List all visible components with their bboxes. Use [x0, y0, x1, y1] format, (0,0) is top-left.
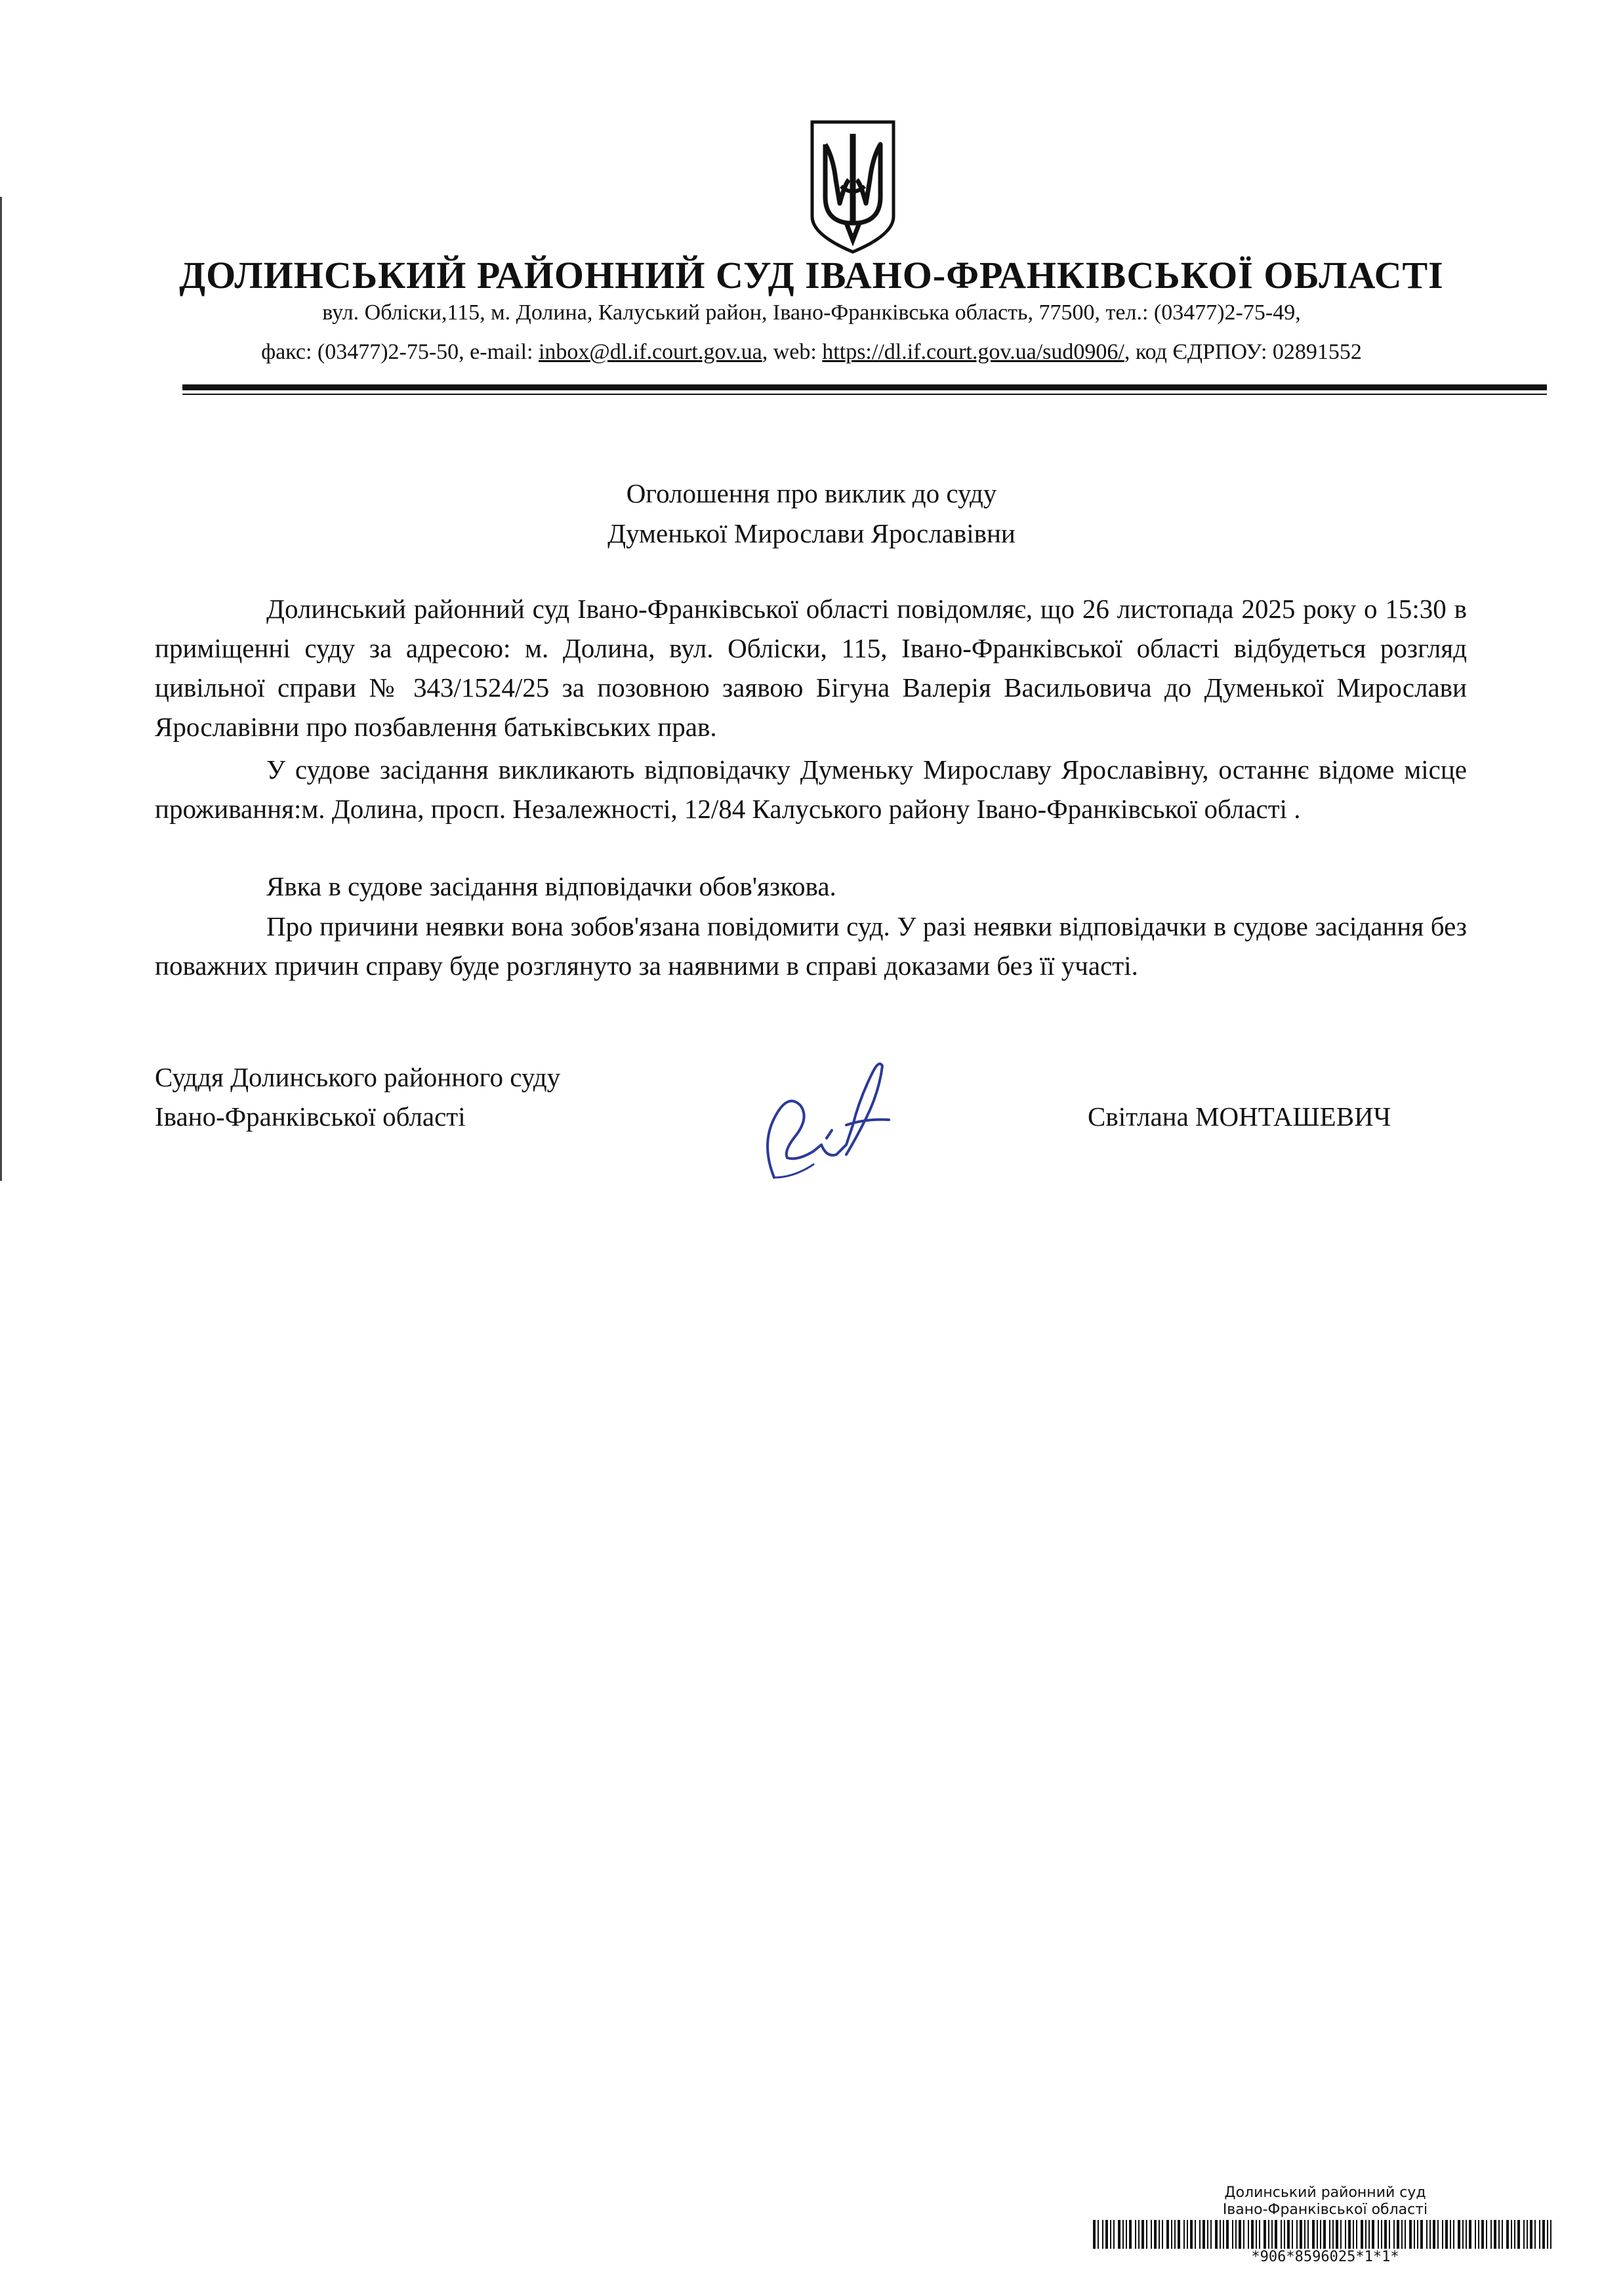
barcode-bar	[1534, 2220, 1536, 2249]
barcode-bar	[1389, 2220, 1390, 2249]
stamp-court-name: Долинський районний суд	[1224, 2184, 1426, 2201]
barcode-bar	[1287, 2220, 1290, 2249]
barcode-bar	[1506, 2220, 1509, 2249]
court-name: ДОЛИНСЬКИЙ РАЙОННИЙ СУД ІВАНО-ФРАНКІВСЬКОЇ ОБЛАСТІ	[179, 254, 1444, 297]
barcode-bar	[1511, 2220, 1512, 2249]
barcode-bar	[1098, 2220, 1099, 2249]
body-paragraph: Явка в судове засідання відповідачки обов'язкова.	[266, 871, 836, 901]
court-address: вул. Обліски,115, м. Долина, Калуський район, Івано-Франківська область, 77500, тел.: (03477)2-75-49,	[322, 300, 1301, 325]
edrpou-text: , код ЄДРПОУ: 02891552	[1124, 340, 1362, 364]
judge-name: Світлана МОНТАШЕВИЧ	[1088, 1101, 1391, 1132]
barcode-bar	[1348, 2220, 1351, 2249]
barcode-bar	[1284, 2220, 1285, 2249]
barcode-bar	[1232, 2220, 1233, 2249]
barcode-bar	[1550, 2220, 1551, 2249]
barcode-bar	[1199, 2220, 1201, 2249]
barcode-bar	[1251, 2220, 1254, 2249]
barcode-bar	[1466, 2220, 1467, 2249]
barcode-bar	[1523, 2220, 1525, 2249]
barcode-bar	[1433, 2220, 1435, 2249]
barcode-bar	[1381, 2220, 1382, 2249]
barcode-bar	[1207, 2220, 1208, 2249]
barcode-bar	[1281, 2220, 1282, 2249]
barcode-bar	[1138, 2220, 1140, 2249]
barcode-bar	[1118, 2220, 1120, 2249]
barcode-bar	[1397, 2220, 1399, 2249]
barcode-bar	[1340, 2220, 1342, 2249]
email-link[interactable]: inbox@dl.if.court.gov.ua	[538, 340, 762, 364]
barcode-bar	[1409, 2220, 1412, 2249]
barcode-bar	[1437, 2220, 1439, 2249]
barcode-bar	[1226, 2220, 1229, 2249]
barcode-bar	[1202, 2220, 1205, 2249]
barcode-bar	[1365, 2220, 1366, 2249]
barcode-bar	[1420, 2220, 1423, 2249]
barcode-bar	[1517, 2220, 1520, 2249]
barcode-bar	[1320, 2220, 1321, 2249]
barcode-bar	[1146, 2220, 1147, 2249]
notice-subject: Думенької Мирослави Ярославівни	[607, 518, 1016, 548]
barcode-bar	[1486, 2220, 1487, 2249]
barcode-bar	[1378, 2220, 1379, 2249]
barcode-bar	[1414, 2220, 1415, 2249]
barcode-bar	[1469, 2220, 1471, 2249]
barcode-bar	[1105, 2220, 1108, 2249]
barcode-bar	[1159, 2220, 1160, 2249]
barcode-bar	[1372, 2220, 1374, 2249]
barcode-bar	[1514, 2220, 1515, 2249]
barcode-bar	[1239, 2220, 1241, 2249]
barcode-bar	[1126, 2220, 1127, 2249]
barcode-bar	[1171, 2220, 1172, 2249]
notice-title: Оголошення про виклик до суду	[626, 478, 997, 508]
court-contacts	[0, 340, 1623, 365]
barcode-bar	[1445, 2220, 1448, 2249]
barcode-bar	[1426, 2220, 1428, 2249]
fax-text: факс: (03477)2-75-50, e-mail:	[261, 340, 539, 364]
handwritten-signature-icon	[748, 1046, 912, 1191]
barcode-bar	[1259, 2220, 1260, 2249]
barcode-bar	[1248, 2220, 1249, 2249]
barcode-bar	[1353, 2220, 1354, 2249]
barcode-bar	[1405, 2220, 1406, 2249]
barcode-bar	[1300, 2220, 1302, 2249]
barcode-bar	[1187, 2220, 1188, 2249]
barcode-bar	[1502, 2220, 1503, 2249]
barcode-bar	[1210, 2220, 1212, 2249]
barcode-bar	[1292, 2220, 1293, 2249]
barcode-bar	[1401, 2220, 1403, 2249]
barcode-bar	[1450, 2220, 1451, 2249]
barcode-bar	[1215, 2220, 1218, 2249]
barcode-bar	[1332, 2220, 1334, 2249]
barcode-bar	[1178, 2220, 1180, 2249]
barcode-bar	[1166, 2220, 1169, 2249]
barcode-bar	[1429, 2220, 1431, 2249]
barcode-bar	[1345, 2220, 1346, 2249]
barcode-bar	[1336, 2220, 1338, 2249]
barcode-bar	[1162, 2220, 1163, 2249]
barcode-bar	[1462, 2220, 1464, 2249]
barcode-bar	[1527, 2220, 1528, 2249]
barcode-bar	[1093, 2220, 1096, 2249]
barcode-number: *906*8596025*1*1*	[1251, 2249, 1399, 2265]
barcode-bar	[1530, 2220, 1532, 2249]
barcode-bar	[1417, 2220, 1418, 2249]
web-label: , web:	[762, 340, 823, 364]
stamp-court-region: Івано-Франківської області	[1222, 2202, 1428, 2218]
barcode-bar	[1317, 2220, 1318, 2249]
judge-region: Івано-Франківської області	[155, 1101, 466, 1132]
barcode-bar	[1490, 2220, 1492, 2249]
barcode-bar	[1393, 2220, 1395, 2249]
barcode-bar	[1542, 2220, 1545, 2249]
barcode-bar	[1307, 2220, 1309, 2249]
barcode-bar	[1329, 2220, 1330, 2249]
barcode-bar	[1312, 2220, 1315, 2249]
barcode-bar	[1141, 2220, 1144, 2249]
header-divider-thin	[182, 394, 1547, 395]
barcode-bar	[1356, 2220, 1357, 2249]
barcode-bar	[1174, 2220, 1176, 2249]
barcode-bar	[1478, 2220, 1479, 2249]
barcode-bar	[1110, 2220, 1111, 2249]
barcode-bar	[1195, 2220, 1196, 2249]
barcode-bar	[1235, 2220, 1237, 2249]
barcode-bar	[1539, 2220, 1540, 2249]
barcode-bar	[1271, 2220, 1273, 2249]
barcode-bar	[1475, 2220, 1476, 2249]
barcode-bar	[1151, 2220, 1152, 2249]
barcode-bar	[1547, 2220, 1548, 2249]
body-paragraph: Долинський районний суд Івано-Франківської області повідомляє, що 26 листопада 2025 року о 15:30 в приміщенні суду за адресою: м. Долина, вул. Обліски, 115, Івано-Франківської області відбудеться розгляд цивільної справи № 343/1524/25 за позовною заявою Бігуна Валерія Васильовича до Думенької Мирослави Ярославівни про позбавлення батьківських прав.	[155, 594, 1467, 742]
barcode-bar	[1223, 2220, 1224, 2249]
barcode-bar	[1498, 2220, 1500, 2249]
barcode-bar	[1129, 2220, 1132, 2249]
barcode-bar	[1102, 2220, 1103, 2249]
web-link[interactable]: https://dl.if.court.gov.ua/sud0906/	[822, 340, 1124, 364]
barcode-bar	[1268, 2220, 1269, 2249]
body-paragraph: Про причини неявки вона зобов'язана повідомити суд. У разі неявки відповідачки в судове засідання без поважних причин справу буде розглянуто за наявними в справі доказами без її участі.	[155, 911, 1467, 981]
barcode-bar	[1113, 2220, 1115, 2249]
barcode-bar	[1368, 2220, 1370, 2249]
barcode-bar	[1384, 2220, 1387, 2249]
barcode-bar	[1361, 2220, 1363, 2249]
barcode-bar	[1453, 2220, 1454, 2249]
barcode-bar	[1275, 2220, 1277, 2249]
barcode-bar	[1481, 2220, 1484, 2249]
header-divider-thick	[182, 384, 1547, 390]
barcode-bar	[1190, 2220, 1193, 2249]
barcode-bar	[1183, 2220, 1185, 2249]
barcode-bar	[1323, 2220, 1326, 2249]
barcode-bar	[1154, 2220, 1157, 2249]
barcode-icon	[1093, 2220, 1552, 2249]
barcode-bar	[1122, 2220, 1124, 2249]
barcode-bar	[1135, 2220, 1136, 2249]
barcode-bar	[1296, 2220, 1298, 2249]
barcode-bar	[1304, 2220, 1305, 2249]
barcode-bar	[1458, 2220, 1460, 2249]
barcode-bar	[1220, 2220, 1221, 2249]
barcode-bar	[1494, 2220, 1496, 2249]
barcode-bar	[1263, 2220, 1266, 2249]
barcode-bar	[1256, 2220, 1257, 2249]
tryzub-coat-of-arms-icon	[807, 118, 899, 256]
body-paragraph: У судове засідання викликають відповідачку Думеньку Мирославу Ярославівну, останнє відоме місце проживання:м. Долина, просп. Незалежності, 12/84 Калуського району Івано-Франківської області .	[155, 754, 1467, 824]
barcode-bar	[1442, 2220, 1443, 2249]
barcode-bar	[1243, 2220, 1244, 2249]
judge-position: Суддя Долинського районного суду	[155, 1062, 561, 1092]
